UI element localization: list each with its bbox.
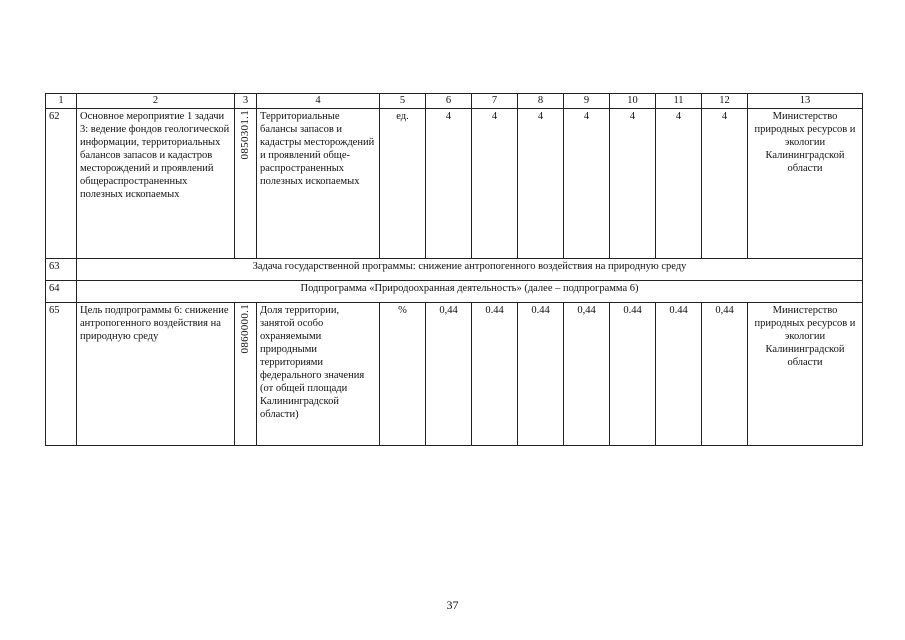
value-cell: 4 [564,109,610,259]
indicator-cell: Территориальные балансы запасов и кадастры месторождений и проявлений обще-распространенных полезных ископаемых [257,109,380,259]
header-cell: 7 [472,94,518,109]
value-cell: 4 [610,109,656,259]
row-number: 65 [46,303,77,446]
executor-cell: Министерство природных ресурсов и экологии Калининградской области [748,303,863,446]
table-header-row [46,94,863,109]
header-cell: 10 [610,94,656,109]
table-row [46,259,863,281]
value-cell: 4 [426,109,472,259]
table-row [46,109,863,259]
indicators-table [45,93,863,446]
header-cell: 1 [46,94,77,109]
task-heading: Задача государственной программы: снижение антропогенного воздействия на природную среду [77,259,863,281]
value-cell: 0.44 [610,303,656,446]
code-text: 0850301.1 [239,110,251,160]
executor-cell: Министерство природных ресурсов и экологии Калининградской области [748,109,863,259]
table-row [46,303,863,446]
value-cell: 0.44 [518,303,564,446]
page-number: 37 [446,598,459,612]
measure-cell: Цель подпрограммы 6: снижение антропогенного воздействия на природную среду [77,303,235,446]
row-number: 63 [46,259,77,281]
header-cell: 3 [235,94,257,109]
table-row [46,281,863,303]
value-cell: 0.44 [656,303,702,446]
code-text: 0860000.1 [239,304,251,354]
header-cell: 8 [518,94,564,109]
row-number: 64 [46,281,77,303]
value-cell: 4 [702,109,748,259]
header-cell: 9 [564,94,610,109]
header-cell: 13 [748,94,863,109]
unit-cell: ед. [380,109,426,259]
unit-cell: % [380,303,426,446]
value-cell: 4 [472,109,518,259]
header-cell: 4 [257,94,380,109]
value-cell: 0,44 [564,303,610,446]
value-cell: 0,44 [702,303,748,446]
row-number: 62 [46,109,77,259]
indicator-cell: Доля территории, занятой особо охраняемыми природными территориями федерального значения (от общей площади Калининградской области) [257,303,380,446]
value-cell: 4 [656,109,702,259]
subprogram-heading: Подпрограмма «Природоохранная деятельность» (далее – подпрограмма 6) [77,281,863,303]
header-cell: 12 [702,94,748,109]
header-cell: 6 [426,94,472,109]
value-cell: 4 [518,109,564,259]
value-cell: 0.44 [472,303,518,446]
header-cell: 11 [656,94,702,109]
measure-cell: Основное мероприятие 1 задачи 3: ведение фондов геологической информации, территориальных балансов запасов и кадастров месторождений и проявлений общераспространенных полезных ископаемых [77,109,235,259]
code-cell [235,303,257,446]
code-cell [235,109,257,259]
header-cell: 5 [380,94,426,109]
value-cell: 0,44 [426,303,472,446]
header-cell: 2 [77,94,235,109]
